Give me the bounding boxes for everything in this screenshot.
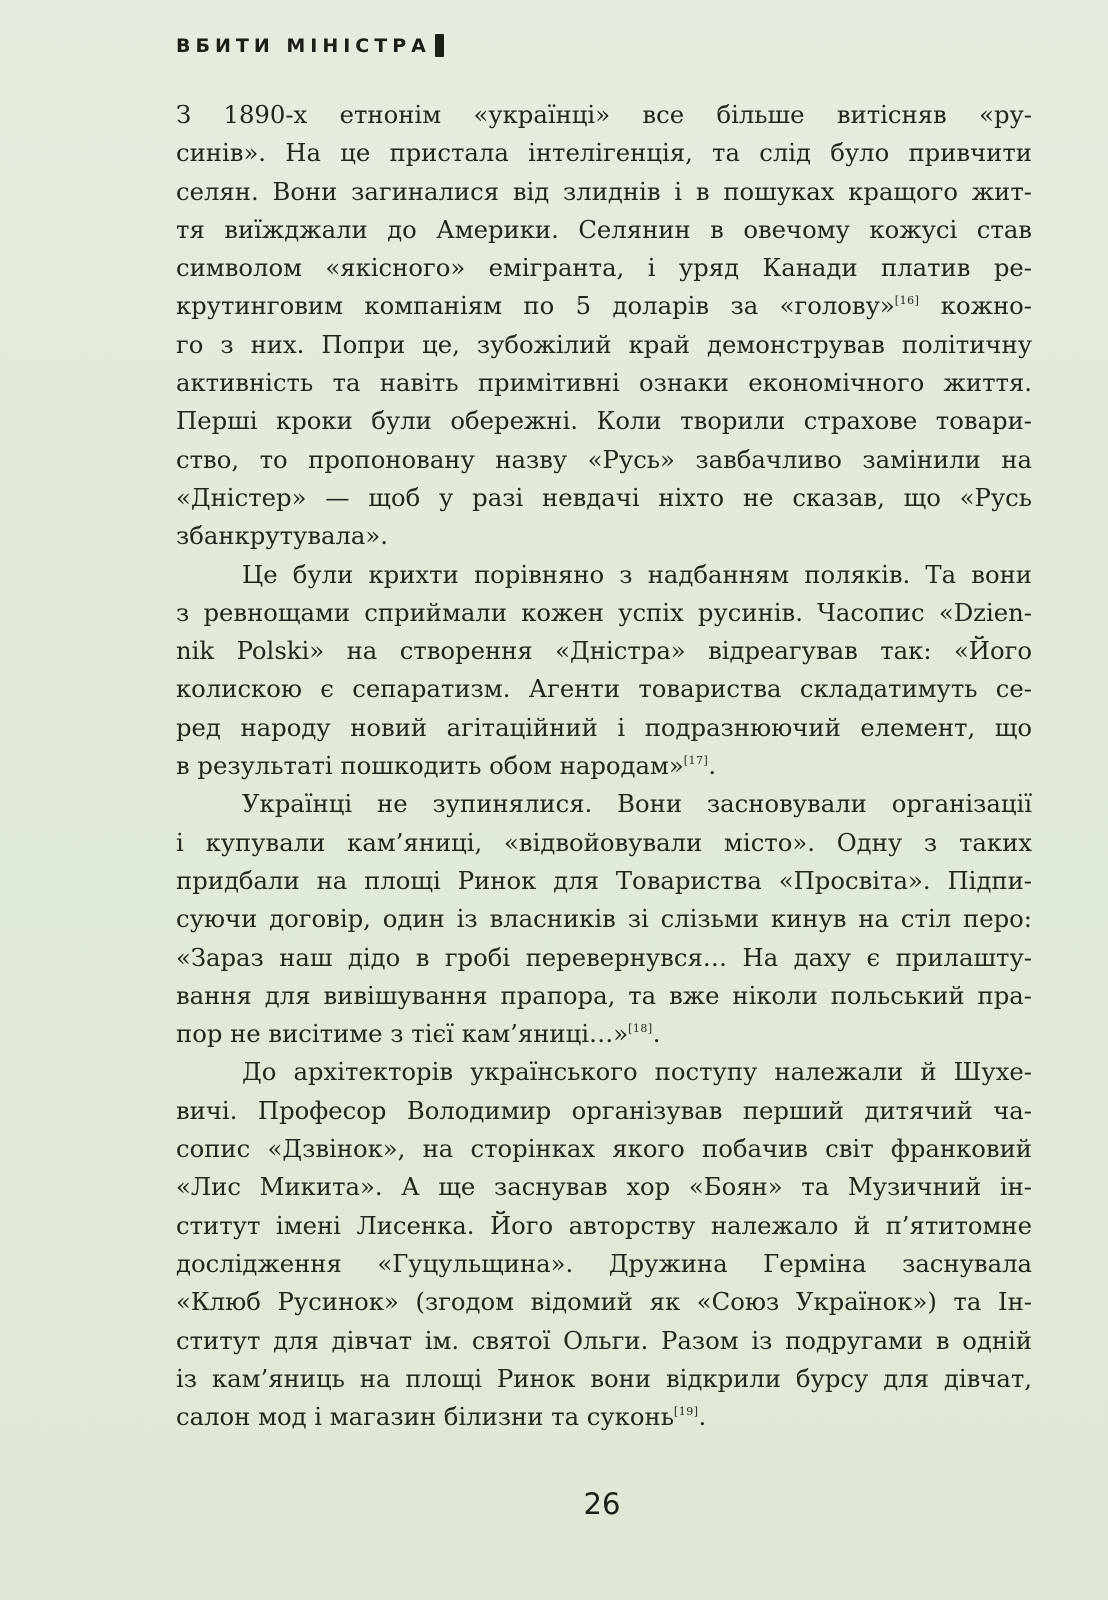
text-line: [176, 632, 1032, 670]
text-segment: активність та навіть примітивні ознаки економічного життя.: [176, 368, 1032, 398]
text-line: [176, 1322, 1032, 1360]
footnote-ref: [16]: [894, 294, 920, 308]
text-segment: .: [698, 1402, 707, 1432]
text-segment: Це були крихти порівняно з надбанням поляків. Та вони: [242, 559, 1032, 589]
text-line: [176, 287, 1032, 325]
text-line: [176, 862, 1032, 900]
text-segment: До архітекторів українського поступу належали й Шухе-: [242, 1057, 1032, 1087]
text-segment: «Дністер» — щоб у разі невдачі ніхто не сказав, що «Русь: [176, 482, 1032, 512]
text-segment: ред народу новий агітаційний і подразнюючий елемент, що: [176, 712, 1032, 742]
paragraph: [176, 785, 1032, 1053]
body-text: [176, 96, 1032, 1436]
text-segment: З 1890-х етнонім «українці» все більше витісняв «ру-: [176, 100, 1032, 129]
text-line: [176, 134, 1032, 172]
text-segment: вичі. Професор Володимир організував перший дитячий ча-: [176, 1095, 1032, 1125]
text-line: [176, 173, 1032, 211]
text-segment: «Лис Микита». А ще заснував хор «Боян» та Музичний ін-: [176, 1172, 1032, 1202]
text-segment: Перші кроки були обережні. Коли творили страхове товари-: [176, 406, 1032, 436]
text-line: [176, 1130, 1032, 1168]
text-segment: сопис «Дзвінок», на сторінках якого побачив світ франковий: [176, 1134, 1032, 1164]
text-line: [176, 1398, 1032, 1436]
running-head-bar-mark: [435, 34, 444, 57]
text-line: [176, 479, 1032, 517]
text-segment: збанкрутувала».: [176, 521, 389, 551]
running-title: ВБИТИ МІНІСТРА: [176, 34, 431, 57]
text-segment: селян. Вони загиналися від злиднів і в пошуках кращого жит-: [176, 176, 1032, 206]
text-line: [176, 670, 1032, 708]
text-line: [176, 441, 1032, 479]
page-number: 26: [583, 1487, 621, 1521]
text-segment: дослідження «Гуцульщина». Дружина Герміна заснувала: [176, 1248, 1032, 1278]
text-line: [176, 556, 1032, 594]
text-line: [176, 1015, 1032, 1053]
text-segment: ство, то пропоновану назву «Русь» завбачливо замінили на: [176, 444, 1032, 474]
paragraph: [176, 556, 1032, 786]
text-segment: го з них. Попри це, зубожілий край демонстрував політичну: [176, 329, 1032, 359]
text-segment: ститут імені Лисенка. Його авторству належало й п’ятитомне: [176, 1210, 1032, 1240]
text-line: [176, 900, 1032, 938]
text-line: [176, 824, 1032, 862]
footnote-ref: [18]: [628, 1022, 653, 1036]
text-segment: кожно-: [919, 291, 1032, 321]
text-segment: «Зараз наш дідо в гробі перевернувся… На даху є прилашту-: [176, 942, 1032, 972]
text-segment: тя виїжджали до Америки. Селянин в овечому кожусі став: [176, 214, 1032, 244]
text-segment: придбали на площі Ринок для Товариства «Просвіта». Підпи-: [176, 865, 1032, 895]
running-head: [176, 34, 444, 57]
text-line: [176, 939, 1032, 977]
text-line: [176, 1283, 1032, 1321]
footnote-ref: [19]: [673, 1405, 699, 1419]
text-segment: Українці не зупинялися. Вони засновували організації: [242, 789, 1032, 819]
text-segment: синів». На це пристала інтелігенція, та слід було привчити: [176, 138, 1032, 168]
text-line: [176, 1168, 1032, 1206]
footnote-ref: [17]: [683, 754, 709, 768]
text-segment: в результаті пошкодить обом народам»: [176, 751, 684, 781]
text-segment: крутинговим компаніям по 5 доларів за «голову»: [176, 291, 895, 321]
text-segment: .: [652, 1019, 661, 1049]
text-line: [176, 326, 1032, 364]
text-segment: із кам’яниць на площі Ринок вони відкрили бурсу для дівчат,: [176, 1363, 1032, 1393]
text-line: [176, 1245, 1032, 1283]
text-line: [176, 785, 1032, 823]
paragraph: [176, 96, 1032, 556]
text-line: [176, 1092, 1032, 1130]
text-line: [176, 977, 1032, 1015]
text-line: [176, 1053, 1032, 1091]
text-segment: ститут для дівчат ім. святої Ольги. Разом із подругами в одній: [176, 1325, 1032, 1355]
text-line: [176, 1360, 1032, 1398]
text-line: [176, 402, 1032, 440]
paragraph: [176, 1053, 1032, 1436]
text-segment: пор не висітиме з тієї кам’яниці…»: [176, 1019, 629, 1049]
text-line: [176, 1207, 1032, 1245]
text-line: [176, 364, 1032, 402]
text-segment: і купували кам’яниці, «відвойовували місто». Одну з таких: [176, 827, 1032, 857]
text-line: [176, 709, 1032, 747]
text-line: [176, 594, 1032, 632]
text-segment: nik Polski» на створення «Дністра» відреагував так: «Його: [176, 636, 1032, 666]
text-line: [176, 96, 1032, 134]
text-line: [176, 747, 1032, 785]
text-segment: .: [708, 751, 717, 781]
text-line: [176, 249, 1032, 287]
text-segment: з ревнощами сприймали кожен успіх русинів. Часопис «Dzien-: [176, 597, 1032, 627]
text-segment: колискою є сепаратизм. Агенти товариства складатимуть се-: [176, 674, 1032, 704]
text-segment: салон мод і магазин білизни та суконь: [176, 1402, 674, 1432]
text-segment: символом «якісного» емігранта, і уряд Канади платив ре-: [176, 253, 1032, 283]
text-segment: «Клюб Русинок» (згодом відомий як «Союз Українок») та Ін-: [176, 1287, 1032, 1317]
text-segment: суючи договір, один із власників зі слізьми кинув на стіл перо:: [176, 904, 1032, 934]
text-line: [176, 517, 1032, 555]
text-line: [176, 211, 1032, 249]
text-segment: вання для вивішування прапора, та вже ніколи польський пра-: [176, 980, 1032, 1010]
